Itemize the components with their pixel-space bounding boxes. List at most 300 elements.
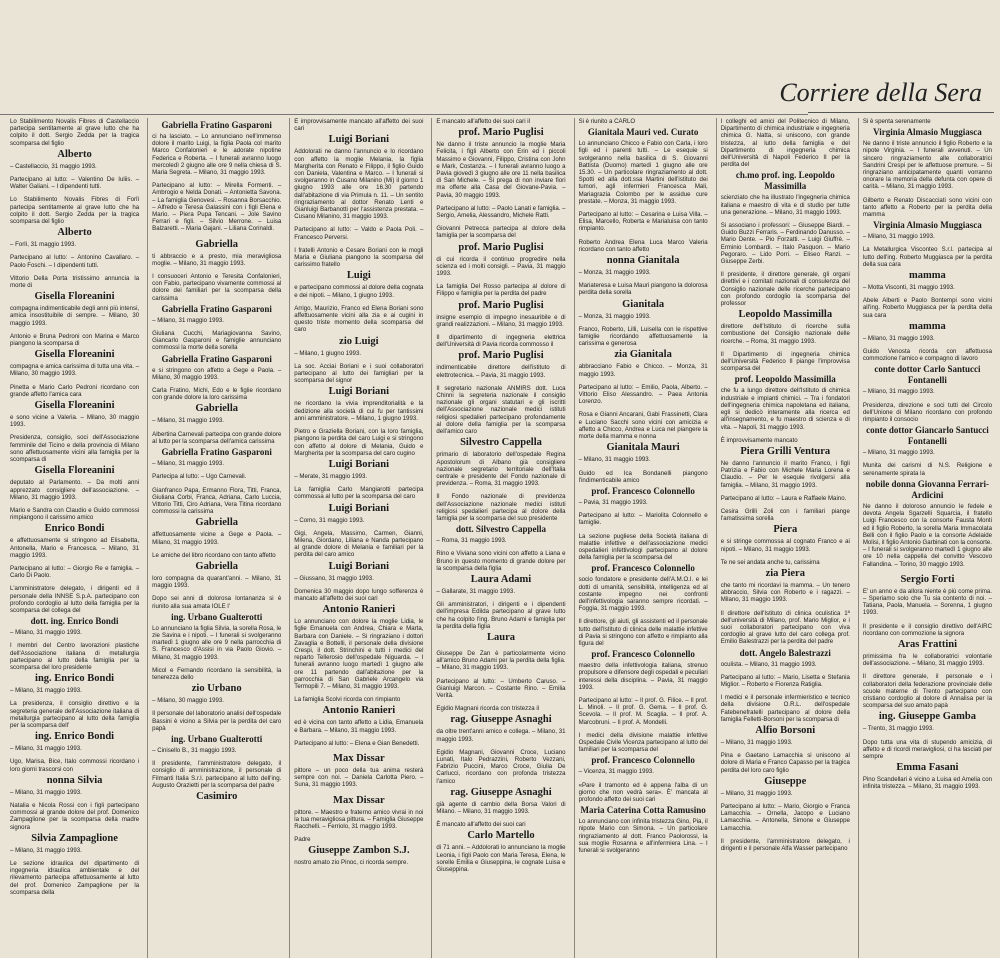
column-1 [6,118,143,958]
notice-text: La sezione pugliese della Società italiana di malattie infettive e dell'associazione medici ospedalieri infettivologi partecipano al dolore della famiglia per la scomparsa del [578,532,708,562]
deceased-name: zio Urbano [191,683,242,695]
deceased-name: Silvestro Cappella [460,437,542,449]
deceased-name: rag. Giuseppe Asnaghi [450,714,552,726]
deceased-name: prof. Mario Puglisi [458,299,544,311]
deceased-name: Gabriella Fratino Gasparoni [161,353,272,364]
obituary-notice [10,118,139,170]
notice-text: Partecipano al lutto: – Umberto Caruso. – Gianluigi Marcon. – Costante Rino. – Emilia Verità. [436,677,566,699]
notice-text: Vittorio Della Porta tristissimo annuncia la morte di [10,274,140,290]
notice-text: Pietro e Graziella Boriani, con la loro famiglia, piangono la perdita del caro Luigi e si stringono con affetto al dolore di Melania, Guido e Margherita per la scomparsa del caro cugino [294,428,424,457]
notice-text: Gigi, Angela, Massimo, Carmen, Gianni, Milena, Giordano, Liliana e Nanda partecipano al grande dolore di Melania e familiari per la perdita del caro amico [294,529,424,559]
obituary-notice [579,697,708,726]
obituary-notice [152,473,281,480]
notice-text: pittore – un poco della tua anima resterà sempre con noi. – Daniela Carlotta Piero. – Suna, 31 maggio 1993. [294,766,424,789]
obituary-notice [294,118,423,220]
deceased-name: Laura [486,631,515,643]
deceased-name: Gisella Floreanini [34,291,115,303]
obituary-notice [10,585,139,636]
notice-text: Pinetta e Mario Carlo Pedroni ricordano con grande affetto l'amica cara [10,383,140,398]
deceased-name: nonna Gianitala [606,255,680,267]
deceased-name: ch.mo prof. ing. Leopoldo Massimilla [735,170,835,192]
deceased-name: Max Dissar [333,752,385,764]
obituary-notice [294,696,423,734]
deceased-name: Leopoldo Massimilla [738,309,833,321]
obituary-notice [152,387,281,425]
notice-text: Ne danno il triste annuncio il figlio Roberto e la nipote Virginia. – I funerali avvenuti. – Un sincero ringraziamento alle collaboratrici Sandrini Crespi per le affettuose premure. – Si ringraziano anticipatamente quanti vorranno onorare la memoria della defunta con opere di carità. – Milano, 31 maggio 1993. [862,140,992,191]
notice-text: Il presidente, l'amministratore delegato, il consiglio di amministrazione, il personale di Filmanti Italia S.r.l. partecipano al lutto dell'ing. Augusto Orazietti per la scomparsa del padre [152,760,282,789]
notice-text: Partecipano al lutto: – Il prof. G. Filice. – Il prof. L. Minoli. – Il prof. G. Gema. – Il prof. G. Scevola. – Il prof. M. Scaglia. – Il prof. A. Marcobruni. – Il prof. A. Mondelli. [578,696,708,726]
notice-text: Partecipano al lutto: – Paolo Lanati e famiglia. – Sergio, Amelia, Alessandro, Michele Ratti. [436,204,566,220]
notice-text: È improvvisamente mancato [720,436,798,444]
notice-text: Franco, Roberto, Lilli, Luisella con le rispettive famiglie ricordando affettuosamente la carissima e generosa [578,325,708,348]
deceased-name: prof. Leopoldo Massimilla [734,374,836,385]
notice-text: Si è riunito a CARLO [578,118,636,125]
column-5 [574,118,712,958]
obituary-notice [10,176,139,190]
deceased-name: dott. Silvestro Cappella [455,524,547,535]
deceased-name: ing. Enrico Bondi [35,731,115,743]
deceased-name: conte dottor Giancarlo Santucci Fontanelli [866,425,989,447]
obituary-notice [152,239,281,267]
obituary-notice [152,182,281,232]
deceased-name: Alfio Borsoni [755,724,816,736]
obituary-notice [721,674,850,688]
obituary-notice [10,275,139,327]
notice-text: Mariateresa e Luisa Mauri piangono la dolorosa perdita della sorella [578,282,708,297]
column-3 [289,118,427,958]
notice-text: Lo Stabilimento Novalis Fibres di Castellaccio partecipa sentitamente al grave lutto che ha colpito il dott. Sergio Zedda per la tragica scomparsa del figlio [10,118,140,147]
obituary-notice [863,348,992,396]
deceased-name: zio Luigi [339,335,379,347]
obituary-notice [721,118,850,216]
obituary-notice [579,512,708,526]
notice-text: Presidenza, direzione e soci tutti del Circolo dell'Unione di Milano ricordano con profondo rimpianto il consocio [862,401,992,424]
notice-text: compagna e amica carissima di tutta una vita. – Milano, 30 maggio 1993. [10,363,140,378]
obituary-notice [436,283,565,328]
notice-text: insigne esempio di impegno inesauribile e di grandi realizzazioni. – Milano, 31 maggio 1993. [436,313,566,328]
notice-text: Te ne sei andata anche tu, carissima [720,558,820,566]
notice-text: – Milano, 31 maggio 1993. [862,233,935,241]
notice-text: I consuoceri Antonio e Teresita Confalonieri, con Fabio, partecipano vivamente commossi al dolore dei familiari per la scomparsa della carissima [152,273,282,302]
deceased-name: Piera Grilli Ventura [740,445,831,457]
obituary-notice [294,247,423,299]
obituary-notice [294,305,423,357]
obituary-notice [579,211,708,233]
obituary-notice [436,334,565,379]
notice-text: Il segretario nazionale ANMIRS dott. Luca Chinni la segreteria nazionale il consiglio nazionale gli organi statutari e gli iscritti dell'Associazione nazionale medici istituti religiosi spedalieri partecipano profondamente al dolore della famiglia per la scomparsa dell'amico caro [436,384,566,436]
deceased-name: Gabriella [195,560,238,572]
deceased-name: prof. Francesco Colonnello [591,649,695,660]
notice-text: – Milano, 1 giugno 1993. [294,349,362,357]
notice-text: – Castellaccio, 31 maggio 1993. [10,162,97,170]
notice-text: – Milano, 31 maggio 1993. [10,687,82,695]
notice-text: Roberto Andrea Elena Luca Marco Valeria ricordano con tanto affetto [578,238,708,253]
obituary-notice [436,601,565,644]
notice-text: di cui ricorda il continuo progredire nella scienza ed i molti consigli. – Pavia, 31 maggio 1993. [436,255,566,278]
obituary-notice [721,508,850,553]
deceased-name: prof. Mario Puglisi [458,350,544,362]
obituary-notice [436,493,565,544]
obituary-notice [579,118,708,205]
notice-text: e si stringe commossa al cognato Franco e ai nipoti. – Milano, 31 maggio 1993. [720,538,850,553]
obituary-notice [863,462,992,567]
notice-text: Pina e Gaetano Lamacchia si uniscono al dolore di Maria e Franco Capasso per la tragica perdita del loro caro figlio [720,752,850,774]
notice-text: – Milano, 31 maggio 1993. [10,629,82,637]
notice-text: Partecipano al lutto: – Elena e Gian Benedetti. [294,739,420,747]
notice-text: – Milano, 31 maggio 1993. [862,388,935,396]
notice-text: Addolorati ne danno l'annuncio e lo ricordano con affetto la moglie Melania, la figlia Margherita con Renato e Filippo, il figlio Guido con Daniela, Valentina e Marco. – I funerali si svolgeranno in Cusano Milanino (Mi) il giorno 1 giugno 1993 alle ore 16.30 partendo dall'abitazione di via Primula n. 11. – Un sentito ringraziamento al dottor Renato Lenti e Gianluigi Barbanotti per l'assistenza prestata. – Cusano Milanino, 31 maggio 1993. [294,148,424,221]
notice-text: Partecipano al lutto: – Emilio, Paola, Alberto. – Vittorio Eliso Alessandro. – Paea Antonia Lorenzo. [578,383,708,406]
deceased-name: ing. Enrico Bondi [35,673,115,685]
notice-text: Ne danno il doloroso annuncio le fedele e devota Angela Sgarzelli Squarcia, il fratello Luigi Francesco con la consorte Fausta Monti ed il figlio Roberto, la sorella Maria Immacolata Belli con il figlio Paolo e la consorte Adelaide Molisi, il figlio Antonio Garbinati con la consorte. – I funerali si svolgeranno martedì 1 giugno alle ore 10 nella cappella del convitto Vescovo Fallandina. – Torino, 30 maggio 1993. [862,502,992,568]
obituary-notice [294,530,423,582]
notice-text: Ugo, Marisa, Bice, Italo commossi ricordano i loro giorni trascorsi con [10,758,140,773]
notice-text: oculista. – Milano, 31 maggio 1993. [720,660,817,668]
deceased-name: ing. Urbano Gualterotti [171,733,263,744]
top-rule [0,114,808,115]
notice-text: Albertina Carnevali partecipa con grande dolore al lutto per la scomparsa dell'amica carissima [152,430,282,445]
obituary-notice [10,642,139,694]
deceased-name: ing. Urbano Gualterotti [171,611,263,622]
notice-text: Partecipa al lutto: – Ugo Carnevali. [152,473,247,481]
notice-text: Lo annunciano la figlia Silvia, la sorella Rosa, le zie Savina e i nipoti. – I funerali si svolgeranno martedì 1 giugno alle ore 9 nella parrocchia di S. Francesco d'Assisi in via Paolo Giovio. – Milano, 31 maggio 1993. [152,624,282,661]
notice-text: di 71 anni. – Addolorati lo annunciano la moglie Leonia, i figli Paolo con Maria Teresa, Elena, le sorelle Emilia e Giuseppina, le cognate Luisa e Giuseppina. [436,844,566,874]
obituary-notice [436,678,565,700]
deceased-name: Gabriella [195,403,238,415]
notice-text: Partecipano al lutto: – Giorgio Re e famiglia. – Carlo Di Paolo. [10,564,140,580]
notice-text: – Roma, 31 maggio 1993. [436,537,507,545]
obituary-notice [436,749,565,815]
notice-text: La Metallurgica Visconteo S.r.l. partecipa al lutto dell'ing. Roberto Muggiasca per la perdita della sua cara [862,246,992,268]
notice-text: che fu a lungo direttore dell'Istituto di chimica industriale e impianti chimici. – Tra i fondatori dell'ingegneria chimica napoletana ed italiana, egli si dedicò interamente alla ricerca ed all'insegnamento, e fu maestro di scienza e di vita. – Napoli, 31 maggio 1993. [720,387,850,431]
notice-text: Partecipano al lutto: – Valentino De Iuliis. – Walter Galiani. – I dipendenti tutti. [10,176,140,191]
column-4 [431,118,569,958]
obituary-notice [436,705,565,743]
deceased-name: Gisella Floreanini [34,349,115,361]
notice-text: Mario e Sandra con Claudio e Guido commossi rimpiangono il carissimo amico [10,506,140,522]
obituary-notice [863,246,992,291]
obituary-notice [721,222,850,265]
notice-text: – Milano, 31 maggio 1993. [10,745,82,753]
obituary-notice [152,431,281,468]
deceased-name: zia Piera [765,567,805,579]
notice-text: I colleghi ed amici del Politecnico di Milano, Dipartimento di chimica industriale e ingegneria chimica G. Natta, si uniscono, con grande tristezza, al lutto della famiglia e del Dipartimento di ingegneria chimica dell'Università di Napoli Federico II per la perdita del [720,118,850,169]
deceased-name: Antonio Ranieri [322,705,396,717]
obituary-notice [10,254,139,268]
notice-text: Lo annunciano con infinita tristezza Gino, Pia, il nipote Mario con Simona. – Un particolare ringraziamento al dott. Franco Paolorossi, la sua moglie Rosanna e all'infermiera Lina. – I funerali si svolgeranno [578,818,708,855]
obituary-notice [10,196,139,248]
column-6 [716,118,854,958]
obituary-notice [721,610,850,668]
notice-text: L'amministratore delegato, i dirigenti ed il personale della INNSE S.p.A. partecipano con profondo cordoglio al lutto della famiglia per la scomparsa del collega del [10,585,140,614]
notice-text: Il personale del laboratorio analisi dell'ospedale Bassini è vicino a Silvia per la perdita del caro papà [152,710,282,732]
deceased-name: prof. Francesco Colonnello [591,563,695,574]
notice-text: – Pavia, 31 maggio 1993. [578,498,648,506]
deceased-name: conte dottor Carlo Santucci Fontanelli [874,364,981,386]
notice-text: – Milano, 31 maggio 1993. [152,460,224,468]
deceased-name: Gianitala Mauri ved. Curato [587,127,699,138]
obituary-notice [152,487,281,546]
notice-text: affettuosamente vicine a Gege e Paola. – Milano, 31 maggio 1993. [152,531,282,546]
notice-text: e partecipano commossi al dolore della cognata e dei nipoti. – Milano, 1 giugno 1993. [294,284,424,299]
notice-text: La soc. Acciai Boriani e i suoi collaboratori partecipano al lutto dei famigliari per la scomparsa del signor [294,362,424,385]
notice-text: Ne danno il triste annuncio la moglie Maria Felicita, i figli Alberto con Erin ed i piccoli Massimo e Giovanni, Filippo, Cristina con John e Mark, Costanza. – I funerali avranno luogo a Pavia giovedì 3 giugno alle ore 11 nella basilica di San Michele. – Si prega di non inviare fiori ma offerte alla Casa del Giovane-Pavia. – Pavia, 30 maggio 1993. [436,141,566,199]
masthead-rule [808,112,994,113]
deceased-name: nonna Silvia [46,774,103,786]
notice-text: – Milano, 31 maggio 1993. [10,788,82,796]
notice-text: – Milano, 31 maggio 1993. [862,449,935,457]
deceased-name: Gisella Floreanini [34,465,115,477]
notice-text: – Milano, 31 maggio 1993. [152,417,224,425]
notice-text: socio fondatore e presidente dell'A.M.O.I. e lei dotti di umanità, sensibilità, intelligenza ed al costante impegno nei confronti dell'infettivologia saranno sempre ricordati. – Foggia, 31 maggio 1993. [578,576,708,613]
notice-text: ti abbraccio e a presto, mia meravigliosa moglie. – Milano, 31 maggio 1993. [152,252,282,267]
notice-text: e sono vicine a Valeria. – Milano, 30 maggio 1993. [10,414,140,429]
deceased-name: Virginia Almasio Muggiasca [873,127,982,138]
deceased-name: ing. Giuseppe Gamba [878,711,976,723]
notice-text: Partecipano al lutto: – Mario, Lisetta e Stefania Miglior. – Roberto e Fiorenza Ratiglia. [720,673,850,688]
notice-text: – Como, 31 maggio 1993. [294,516,365,524]
notice-text: primissima fra le collaboratrici volontarie dell'associazione. – Milano, 31 maggio 1993. [862,652,992,668]
obituary-notice [294,363,423,422]
notice-text: I medici e il personale infermieristico e tecnico della divisione O.R.L. dell'ospedale Fatebenefratelli partecipano al dolore della famiglia Felletti-Borsoni per la scomparsa di [720,694,850,723]
obituary-notice [579,326,708,378]
notice-text: La famiglia Carlo Mangiarotti partecipa commossa al lutto per la scomparsa del caro [294,486,424,501]
notice-text: Partecipano al lutto: – Mirella Formenti. – Ambrogio e Nelda Donati. – Antonietta Savona. – La famiglia Genovesi. – Rosanna Borsacchio. – Alfredo e Teresa Galassini con i figli Elena e Mario. – Piera Pupa Tencani. – Jole Savino Ferrari e figli. – Silvio Merrone. – Luisa Balzaretti. – Maria Gajani. – Liliana Corinaldi. [152,182,282,233]
notice-text: Giovanni Petrecca partecipa al dolore della famiglia per la scomparsa del [436,225,566,240]
notice-text: – Trento, 31 maggio 1993. [862,725,934,733]
deceased-name: Luigi Boriani [328,458,390,470]
obituary-columns [6,118,996,958]
obituary-notice [863,402,992,457]
deceased-name: mamma [909,270,946,282]
obituary-notice [579,782,708,855]
obituary-notice [721,752,850,797]
notice-text: Partecipano al lutto: – Laura e Raffaele Maino. [720,494,847,502]
notice-text: – Monza, 31 maggio 1993. [578,269,651,277]
deceased-name: Aras Frattini [897,638,958,650]
masthead: Corriere della Sera [779,78,982,107]
deceased-name: Luigi Boriani [328,560,390,572]
notice-text: Il direttore generale, il personale e i collaboratori della federazione provinciale delle scuole materne di Trento partecipano con cristiano cordoglio al dolore di Annalisa per la scomparsa del suo amato papà [862,673,992,710]
deceased-name: Maria Caterina Cotta Ramusino [580,805,706,816]
notice-text: La famiglia Scolvi ricorda con rimpianto [294,696,401,704]
notice-text: – Merate, 31 maggio 1993. [294,472,368,480]
obituary-notice [436,385,565,487]
notice-text: da oltre trent'anni amico e collega. – Milano, 31 maggio 1993. [436,728,566,743]
notice-text: Rosa e Gianni Ancarani, Gabi Frassinetti, Clara e Luciano Sacchi sono vicini con amicizia e affetto a Chicco, Andrea e Luca nel piangere la morte della mamma e nonna [578,411,708,441]
notice-text: Cesira Grilli Zoli con i familiari piange l'amatissima sorella [720,507,850,523]
deceased-name: Giuseppe [764,775,807,787]
notice-text: Lo Stabilimento Novalis Fibres di Forlì partecipa sentitamente al grave lutto che ha colpito il dott. Sergio Zedda per la tragica scomparsa del figlio [10,196,140,226]
deceased-name: rag. Giuseppe Asnaghi [450,786,552,798]
notice-text: – Giussano, 31 maggio 1993. [294,574,374,582]
deceased-name: Silvia Zampaglione [31,832,118,844]
notice-text: Egidio Magnani ricorda con tristezza il [436,705,540,713]
obituary-notice [721,803,850,832]
obituary-notice [436,550,565,595]
column-7 [858,118,996,958]
notice-text: Munita dei carismi di N.S. Religione e serenamente spirata la [862,462,992,477]
notice-text: Il dipartimento di ingegneria elettrica dell'Università di Pavia ricorda commosso il [436,334,566,349]
obituary-notice [721,694,850,746]
notice-text: È mancato all'affetto dei suoi cari [436,821,526,829]
deceased-name: dott. Angelo Balestrazzi [739,647,831,658]
obituary-notice [152,760,281,803]
obituary-notice [152,120,281,176]
obituary-notice [436,118,565,199]
notice-text: Micol e Fernando ricordano la sensibilità, la tenerezza dello [152,666,282,681]
obituary-notice [863,197,992,241]
notice-text: Le sezione idraulica del dipartimento di ingegneria idraulica ambientale e del rilevamento partecipa affettuosamente al lutto del prof. Domenico Zampaglione per la scomparsa della [10,860,140,896]
obituary-notice [579,470,708,507]
notice-text: Partecipano al lutto: – Cesarina e Luisa Villa. – Elisa, Marcello, Roberta e Marialuisa con tanto rimpianto. [578,211,708,233]
obituary-notice [294,486,423,524]
deceased-name: Antonio Ranieri [322,604,396,616]
notice-text: Arrigo, Maurizio, Franco ed Elena Boriani sono affettuosamente vicini alla zia e ai cugini in questo triste momento della scomparsa del caro [294,304,424,334]
deceased-name: Piera [773,524,798,536]
notice-text: Pino Scandellari è vicino a Luisa ed Amelia con infinita tristezza. – Milano, 31 maggio 1993. [862,776,992,791]
obituary-notice [294,428,423,480]
notice-text: – Forlì, 31 maggio 1993. [10,241,77,249]
obituary-notice [152,710,281,754]
notice-text: indimenticabile direttore dell'istituto di elettrotecnica. – Pavia, 31 maggio 1993. [436,364,566,379]
deceased-name: Gabriella Fratino Gasparoni [161,303,272,314]
notice-text: Il direttore dell'Istituto di clinica oculistica 1ª dell'università di Milano, prof. Mario Miglior, e i suoi collaboratori partecipano con viva cordoglio al grave lutto del caro collega prof. Emilio Balestrazzi per la perdita del padre [720,609,850,646]
deceased-name: Laura Adami [470,573,532,585]
obituary-notice [579,384,708,406]
notice-text: Antonio e Bruna Pedroni con Marina e Marco piangono la scomparsa di [10,332,140,348]
deceased-name: Luigi Boriani [328,386,390,398]
notice-text: Partecipano al lutto: – Mariolita Colonnello e famiglie. [578,512,708,527]
deceased-name: Gisella Floreanini [34,400,115,412]
obituary-notice [294,740,423,747]
notice-text: Il presidente, il direttore generale, gli organi direttivi e i comitati nazionali di consulenza del Consiglio nazionale delle ricerche partecipano con profondo cordoglio la scomparsa del professor [720,271,850,308]
notice-text: Egidio Magnani, Giovanni Croce, Luciano Lunati, Italo Pedrazzini, Roberto Vezzani, Fabrizio Puccini, Marco Croce, Giulia De Carlucci, ricordano con profonda tristezza l'amico [436,748,566,785]
notice-text: E' un anno e da allora niente è più come prima. – Speriamo solo che Tu sia contento di noi. – Tatiana, Paola, Manuela. – Sorenna, 1 giugno 1993. [862,587,992,617]
deceased-name: Luigi Boriani [328,134,390,146]
obituary-notice [721,351,850,431]
notice-text: Guido Venosta ricorda con affettuosa commozione l'amico e compagno di lavoro [862,348,992,363]
obituary-notice [721,838,850,852]
notice-text: Si associano i professori: – Giuseppe Biardi. – Guido Buzzi Ferraris. – Ferdinando Danusso. – Mario Dente. – Pio Forzatti. – Luigi Giuffrè. – Erminio Lombardi. – Italo Pasquon. – Mario Pegoraro. – Lido Porri. – Eliseo Ranzi. – Giuseppe Zerbi. [720,222,850,266]
deceased-name: Gabriella [195,517,238,529]
deceased-name: mamma [909,320,946,332]
notice-text: Il presidente e il consiglio direttivo dell'AIRC ricordano con commozione la signora [862,622,992,637]
notice-text: Partecipano al lutto: – Valdo e Paola Poli. – Francesco Perversi. [294,226,424,241]
notice-text: I membri del Centro lavorazioni plastiche dell'Associazione italiana di metallurgia partecipano al lutto della famiglia per la scomparsa del loro presidente [10,642,140,671]
notice-text: e affettuosamente si stringono ad Elisabetta, Antonella, Mario e Francesca. – Milano, 31 maggio 1993. [10,537,140,559]
deceased-name: Gabriella [195,238,238,250]
obituary-notice [863,623,992,668]
obituary-notice [294,588,423,690]
obituary-notice [579,239,708,277]
obituary-notice [721,559,850,604]
deceased-name: Alberto [57,148,92,160]
notice-text: ne ricordano la vivia imprenditorialità e la dedizione alla società di cui fu per tantissimi anni amministratore. – Milano, 1 giugno 1993. [294,400,424,422]
deceased-name: Luigi [346,270,371,282]
obituary-notice [152,330,281,381]
notice-text: scienziato che ha illustrato l'ingegneria chimica italiana e maestro di vita e di studio per tutte una generazione. – Milano, 31 maggio 1993. [720,194,850,216]
notice-text: È mancato all'affetto dei suoi cari il [436,118,530,125]
notice-text: – Gallarate, 31 maggio 1993. [436,587,516,595]
notice-text: primario di laboratorio dell'ospedale Regina Apostolorum di Albano già consigliere nazionale segretario territoriale dell'Italia centrale e presidente del Fondo nazionale di previdenza. – Roma, 31 maggio 1993. [436,451,566,488]
notice-text: – Milano, 31 maggio 1993. [10,846,82,854]
obituary-notice [152,273,281,324]
obituary-notice [10,565,139,579]
deceased-name: Virginia Almasio Muggiasca [873,220,982,231]
notice-text: Si è spenta serenamente [862,118,931,125]
notice-text: Gianfranco Papa, Ermanno Flora, Titti, Franca, Giuliana Corbi, Franca, Adriana, Carlo Luccia, Vittorio Titti, Ciro Adriana, Vera Titina ricordano commossi la carissima [152,486,282,516]
deceased-name: prof. Mario Puglisi [458,241,544,253]
deceased-name: Enrico Bondi [44,523,105,535]
obituary-notice [294,836,423,866]
notice-text: «Pare il tramonto ed è appena l'alba di un giorno che non vedrà sera». È' mancata al profondo affetto dei suoi cari [578,781,708,803]
deceased-name: Carlo Martello [467,830,535,842]
obituary-notice [10,802,139,854]
obituary-notice [436,205,565,219]
notice-text: – Cinisello B., 31 maggio 1993. [152,746,237,754]
notice-text: direttore dell'Istituto di ricerche sulla combustione del Consiglio nazionale delle ricerche. – Roma, 31 maggio 1993. [720,323,850,345]
notice-text: già agente di cambio della Borsa Valori di Milano. – Milano, 31 maggio 1993. [436,800,566,815]
notice-text: Dopo tutta una vita di stupendo amicizia, di affetto e di ricordi meravigliosi, ci ha lasciati per sempre [862,738,992,760]
obituary-notice [721,495,850,502]
notice-text: Carla Fratino, Michi, Edo e le figlie ricordano con grande dolore la loro carissima [152,387,282,402]
obituary-notice [579,732,708,776]
deceased-name: prof. Mario Puglisi [458,127,544,139]
notice-text: La presidenza, il consiglio direttivo e la segreteria generale dell'Associazione italiana di metallurgia partecipano al lutto della famiglia per la scomparsa dell' [10,700,140,729]
obituary-notice [10,758,139,796]
obituary-notice [579,533,708,613]
notice-text: I medici della divisione malattie infettive Ospedale Civile Vicenza partecipano al lutto dei familiari per la scomparsa del [578,731,708,754]
deceased-name: Casimiro [196,790,238,802]
notice-text: nostro amato zio Pinoc, ci ricorda sempre. [294,859,409,867]
notice-text: Guido ed Ica Bondanelli piangono l'indimenticabile amico [578,469,708,484]
obituary-notice [10,700,139,752]
notice-text: – Milano, 31 maggio 1993. [578,456,651,464]
deceased-name: Gabriella Fratino Gasparoni [161,447,272,458]
obituary-notice [294,226,423,240]
notice-text: – Monza, 31 maggio 1993. [578,312,651,320]
notice-text: La famiglia Del Rosso partecipa al dolore di Filippo e famiglia per la perdita del padre [436,283,566,298]
notice-text: – Motta Visconti, 31 maggio 1993. [862,284,955,292]
obituary-notice [10,384,139,429]
obituary-notice [10,507,139,559]
deceased-name: Alberto [57,227,92,239]
deceased-name: Giuseppe Zambon S.J. [308,845,410,857]
deceased-name: nobile donna Giovanna Ferrari-Ardicini [865,478,990,500]
notice-text: Le amiche del libro ricordano con tanto affetto [152,551,276,559]
notice-text: pittore. – Maestro e fraterno amico vivrai in noi la tua meravigliosa pittura. – Famiglia Giuseppe Racchelli. – Ferriolo, 31 maggio 1993. [294,808,424,830]
notice-text: Partecipano al lutto: – Antonino Cavallaro. – Paolo Foschi. – I dipendenti tutti. [10,254,140,269]
notice-text: Il Fondo nazionale di previdenza dell'Associazione nazionale medici istituti religiosi spedalieri partecipa al dolore della famiglia per la scomparsa del suo presidente [436,493,566,522]
obituary-notice [10,434,139,500]
notice-text: Natalia e Nicola Rossi con i figli partecipano commossi al grande dolore del prof. Domenico Zampaglione per la scomparsa della madre signora [10,801,140,831]
obituary-notice [10,860,139,896]
obituary-notice [721,437,850,489]
notice-text: Partecipano al lutto: – Mario, Giorgio e Franca Lamacchia. – Ornella, Jacopo e Luciano Lamacchia. – Antonella, Simone e Giuseppe Lamacchia. [720,803,850,832]
notice-text: È improvvisamente mancato all'affetto dei suoi cari [294,118,424,133]
obituary-notice [863,118,992,191]
notice-text: Lo annunciano con dolore la moglie Lidia, le figlie Emanuela con Andrea, Chiara e Marta, Barbara con Daniele. – Si ringraziano i dottori Zavaglia e Bottelli, il personale della divisione Crespi, il dott. Strinchini e tutti i medici del reparto Tellerosio dell'ospedale Niguarda. – I funerali avranno luogo martedì 1 giugno alle ore 11 partendo dall'abitazione per la parrocchia di San Gabriele Arcangelo via Termopili 7. – Milano, 31 maggio 1993. [294,618,424,690]
notice-text: maestro della infettivologia italiana, strenuo propulsore e difensore degli ospedali e peculiari interessi della disciplina. – Pavia, 31 maggio 1993. [578,662,708,691]
obituary-notice [721,271,850,345]
column-2 [147,118,285,958]
notice-text: – Milano, 31 maggio 1993. [720,789,793,797]
obituary-notice [579,411,708,463]
notice-text: Dopo sei anni di dolorosa lontananza si è riunito alla sua amata IOLE l' [152,595,282,610]
deceased-name: Sergio Forti [900,573,955,585]
deceased-name: Emma Fasani [896,762,959,774]
